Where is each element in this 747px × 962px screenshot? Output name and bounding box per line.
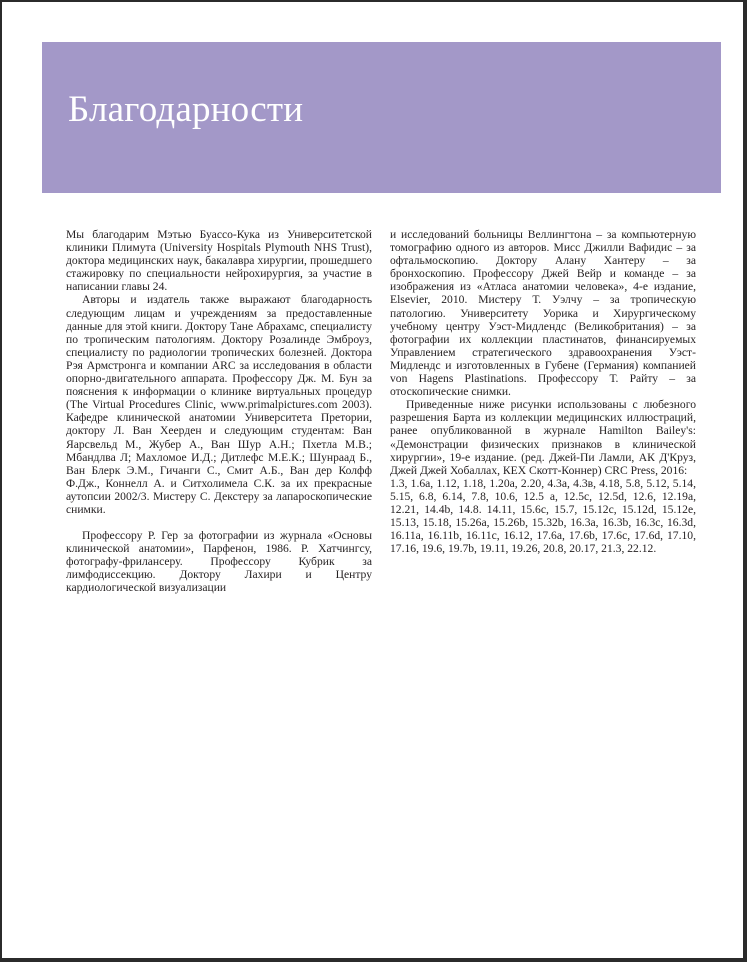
right-text-column: [390, 228, 696, 555]
left-text-column: [66, 228, 372, 595]
paragraph-illustration-permission: Приведенные ниже рисунки использованы с любезного разрешения Барта из коллекции медицинских иллюстраций, ранее опубликованной в журнале Hamilton Bailey's: «Демонстрации физических признаков в клинической хирургии», 19-е издание. (ред. Джей-Пи Ламли, АК Д'Круз, Джей Джей Хобаллах, КЕХ Скотт-Коннер) CRC Press, 2016:: [390, 398, 696, 477]
document-page: [2, 2, 743, 958]
paragraph-data-providers: Авторы и издатель также выражают благодарность следующим лицам и учреждениям за предоставленные данные для этой книги. Доктору Тане Абрахамс, специалисту по тропическим патологиям. Доктору Розалинде Эмброуз, специалисту по радиологии тропических болезней. Доктора Рэя Армстронга и компании ARC за исследования в области опорно-двигательного аппарата. Профессору Дж. М. Бун за пояснения к информации о клинике виртуальных процедур (The Virtual Procedures Clinic, www.primalpictures.com 2003). Кафедре клинической анатомии Университета Претории, доктору Л. Ван Хеерден и следующим студентам: Ван Яарсвельд М., Жубер А., Ван Шур А.Н.; Пхетла М.В.; Мбандлва Л; Махломое И.Д.; Дитлефс М.Е.К.; Шунраад Б., Ван Блерк Э.М., Гичанги С., Смит А.Б., Ван дер Колфф Ф.Дж., Коннелл А. и Ситхолимела С.К. за их прекрасные аутопсии 2002/3. Мистеру С. Декстеру за лапароскопические снимки.: [66, 293, 372, 516]
header-banner: [42, 42, 721, 193]
paragraph-imaging-credits: и исследований больницы Веллингтона – за компьютерную томографию одного из авторов. Мисс Джилли Вафидис – за офтальмоскопию. Доктору Алану Хантеру – за бронхоскопию. Профессору Джей Вейр и команде – за изображения из «Атласа анатомии человека», 4-е издание, Elsevier, 2010. Мистеру Т. Уэлчу – за тропическую патологию. Университету Уорика и Хирургическому учебному центру Уэст-Мидлендс (Великобритания) – за фотографии их коллекции пластинатов, финансируемых Управлением стратегического здравоохранения Уэст-Мидлендс и изготовленных в Губене (Германия) компанией von Hagens Plastinations. Профессору Т. Райту – за отоскопические снимки.: [390, 228, 696, 399]
page-title: Благодарности: [68, 89, 304, 130]
figure-number-list: 1.3, 1.6a, 1.12, 1.18, 1.20a, 2.20, 4.3a, 4.3в, 4.18, 5.8, 5.12, 5.14, 5.15, 6.8, 6.14, 7.8, 10.6, 12.5 a, 12.5c, 12.5d, 12.6, 12.19a, 12.21, 14.4b, 14.8. 14.11, 15.6c, 15.7, 15.12c, 15.12d, 15.12e, 15.13, 15.18, 15.26a, 15.26b, 15.32b, 16.3a, 16.3b, 16.3c, 16.3d, 16.11a, 16.11b, 16.11c, 16.12, 17.6a, 17.6b, 17.6c, 17.6d, 17.10, 17.16, 19.6, 19.7b, 19.11, 19.26, 20.8, 20.17, 21.3, 22.12.: [390, 476, 696, 556]
paragraph-contributor-thanks: Мы благодарим Мэтью Буассо-Кука из Университетской клиники Плимута (University Hospitals Plymouth NHS Trust), доктора медицинских наук, бакалавра хирургии, прошедшего стажировку по специальности нейрохирургия, за участие в написании главы 24.: [66, 228, 372, 294]
paragraph-photo-credits: Профессору Р. Гер за фотографии из журнала «Основы клинической анатомии», Парфенон, 1986. Р. Хатчингсу, фотографу-фрилансеру. Профессору Кубрик за лимфодиссекцию. Доктору Лахири и Центру кардиологической визуализации: [66, 529, 372, 595]
